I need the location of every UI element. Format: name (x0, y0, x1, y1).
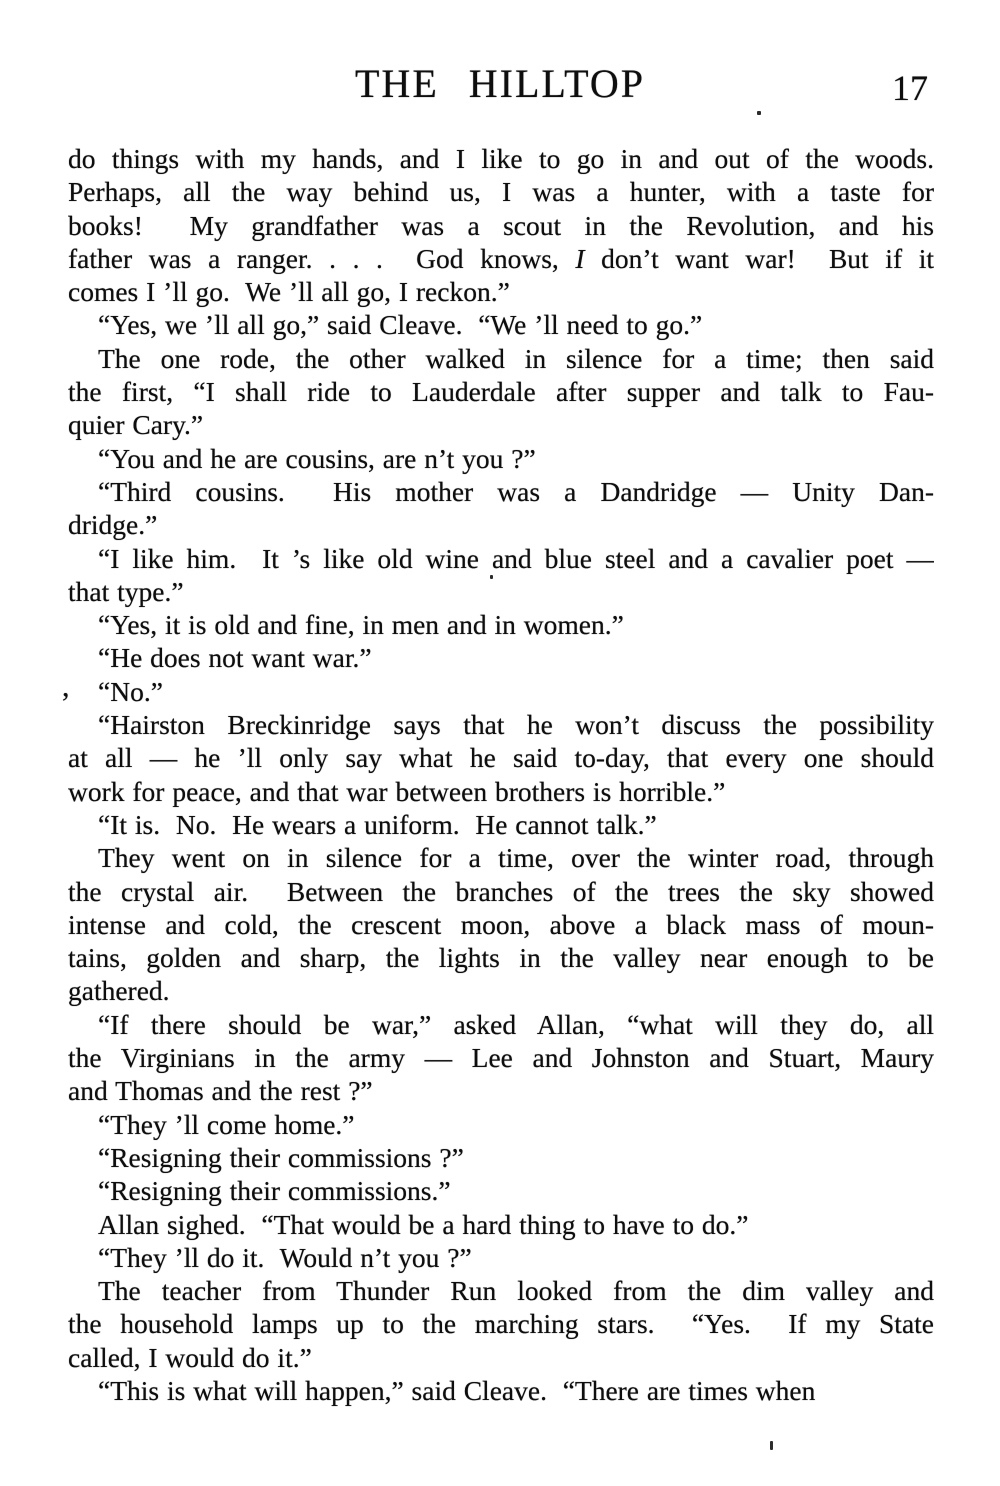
text-line: “Yes, we ’ll all go,” said Cleave. “We ’ll need to go.” (98, 309, 703, 341)
text-line: the household lamps up to the marching stars. “Yes. If my State (68, 1308, 934, 1340)
text-line: books! My grandfather was a scout in the Revolution, and his (68, 209, 934, 241)
text-line: “Resigning their commissions.” (98, 1175, 451, 1207)
text-line: “This is what will happen,” said Cleave. “There are times when (98, 1374, 816, 1406)
text-line: “Yes, it is old and fine, in men and in women.” (98, 609, 624, 641)
text-line: “Hairston Breckinridge says that he won’t discuss the possibility (98, 709, 934, 741)
text-line: Perhaps, all the way behind us, I was a hunter, with a taste for (68, 176, 934, 208)
text-line: called, I would do it.” (68, 1341, 312, 1373)
text-line: and Thomas and the rest ?” (68, 1075, 373, 1107)
stray-comma-artifact: , (62, 670, 70, 703)
text-line: “They ’ll do it. Would n’t you ?” (98, 1241, 472, 1273)
text-line: “He does not want war.” (98, 642, 372, 674)
text-line: The teacher from Thunder Run looked from the dim valley and (98, 1275, 934, 1307)
text-line: “Third cousins. His mother was a Dandridge — Unity Dan- (98, 475, 934, 507)
text-line: dridge.” (68, 509, 158, 541)
ink-speck (490, 575, 493, 579)
text-line: at all — he ’ll only say what he said to-day, that every one should (68, 742, 934, 774)
text-line: “You and he are cousins, are n’t you ?” (98, 442, 536, 474)
text-line: comes I ’ll go. We ’ll all go, I reckon.” (68, 276, 510, 308)
text-line: The one rode, the other walked in silence for a time; then said (98, 342, 934, 374)
text-line: work for peace, and that war between brothers is horrible.” (68, 775, 726, 807)
text-line: They went on in silence for a time, over the winter road, through (98, 842, 934, 874)
text-line: that type.” (68, 575, 184, 607)
text-line: Allan sighed. “That would be a hard thing to have to do.” (98, 1208, 749, 1240)
text-line: quier Cary.” (68, 409, 204, 441)
text-line: the first, “I shall ride to Lauderdale after supper and talk to Fau- (68, 376, 934, 408)
ink-speck (757, 111, 761, 115)
text-line: the Virginians in the army — Lee and Johnston and Stuart, Maury (68, 1042, 934, 1074)
running-header (0, 0, 1000, 120)
ink-speck (770, 1441, 773, 1450)
text-line: the crystal air. Between the branches of the trees the sky showed (68, 875, 934, 907)
text-line: tains, golden and sharp, the lights in the valley near enough to be (68, 942, 934, 974)
text-line: “Resigning their commissions ?” (98, 1141, 464, 1173)
page-title: THE HILLTOP (355, 61, 645, 106)
page-body (68, 142, 934, 1407)
text-line: intense and cold, the crescent moon, above a black mass of moun- (68, 908, 934, 940)
text-line: “They ’ll come home.” (98, 1108, 355, 1140)
page-number: 17 (892, 68, 928, 108)
text-line: gathered. (68, 975, 170, 1007)
text-line: “No.” (98, 675, 163, 707)
text-line: “If there should be war,” asked Allan, “what will they do, all (98, 1008, 934, 1040)
text-line: “It is. No. He wears a uniform. He cannot talk.” (98, 808, 657, 840)
text-line: father was a ranger. . . . God knows, I don’t want war! But if it (68, 242, 934, 274)
text-line: “I like him. It ’s like old wine and blue steel and a cavalier poet — (98, 542, 934, 574)
text-line: do things with my hands, and I like to go in and out of the woods. (68, 143, 934, 174)
